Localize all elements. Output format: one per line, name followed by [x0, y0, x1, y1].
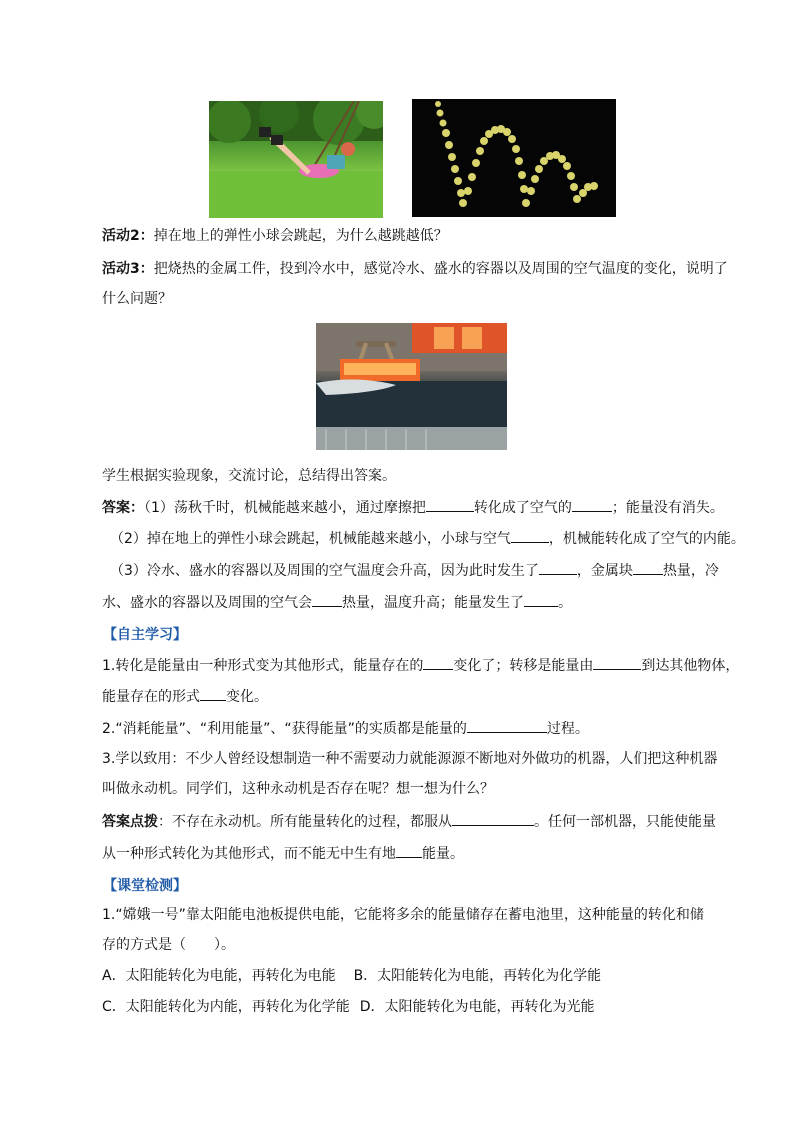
answer3-part3: 热量，冷: [662, 563, 719, 579]
q1-part5: 变化。: [226, 689, 268, 705]
answer3-part5: 热量，温度升高；能量发生了: [342, 595, 524, 611]
activity3-line1: [102, 259, 728, 279]
activity2-text: 掉在地上的弹性小球会跳起，为什么越跳越低？: [153, 228, 448, 244]
q3-line2-text: 叫做永动机。同学们，这种永动机是否存在呢？想一想为什么？: [102, 781, 494, 797]
answer2-part1: （2）掉在地上的弹性小球会跳起，机械能越来越小，小球与空气: [110, 531, 511, 547]
answer3-blank2[interactable]: [633, 560, 663, 575]
answer3-part6: 。: [558, 595, 572, 611]
activity3-line2: [102, 289, 172, 309]
q2-blank[interactable]: [467, 718, 547, 733]
answer1-blank1[interactable]: [426, 497, 474, 512]
option-a[interactable]: A．太阳能转化为电能，再转化为电能: [102, 968, 336, 984]
activity2-line: [102, 226, 448, 246]
tip-label: 答案点拨: [102, 814, 158, 830]
activity3-label: 活动3：: [102, 261, 154, 277]
answer2-blank[interactable]: [511, 528, 549, 543]
check-q1-line2: [102, 935, 235, 955]
answer3-blank1[interactable]: [539, 560, 577, 575]
answer3-blank3[interactable]: [312, 592, 342, 607]
options-row-2: [102, 997, 595, 1017]
self-study-q1-line2: [102, 686, 268, 707]
self-study-q3-line1: [102, 749, 717, 769]
tip-part1: ：不存在永动机。所有能量转化的过程，都服从: [158, 814, 452, 830]
answer1-line: [102, 497, 724, 518]
q1-blank3[interactable]: [200, 686, 226, 701]
option-c[interactable]: C．太阳能转化为内能，再转化为化学能: [102, 999, 350, 1015]
summary-text: 学生根据实验现象，交流讨论，总结得出答案。: [102, 468, 396, 484]
self-study-q3-line2: [102, 779, 494, 799]
self-study-q1-line1: [102, 655, 739, 676]
self-study-q2-line: [102, 718, 589, 739]
self-study-heading: 【自主学习】: [103, 627, 187, 643]
q1-part2: 变化了；转移是能量由: [453, 658, 594, 674]
answer3-blank4[interactable]: [524, 592, 558, 607]
option-d[interactable]: D．太阳能转化为电能，再转化为光能: [359, 999, 595, 1015]
answer1-part2: 转化成了空气的: [473, 500, 572, 516]
q1-part4: 能量存在的形式: [102, 689, 200, 705]
tip-blank2[interactable]: [396, 843, 422, 858]
answer1-part3: ；能量没有消失。: [611, 500, 724, 516]
q1-part3: 到达其他物体，: [641, 658, 740, 674]
answer3-part4: 水、盛水的容器以及周围的空气会: [102, 595, 312, 611]
activity3-text1: 把烧热的金属工件，投到冷水中，感觉冷水、盛水的容器以及周围的空气温度的变化，说明了: [153, 261, 728, 277]
answer2-part2: ，机械能转化成了空气的内能。: [548, 531, 745, 547]
answer1-blank2[interactable]: [572, 497, 612, 512]
answer-label: 答案：: [102, 500, 144, 516]
tip-part3: 从一种形式转化为其他形式，而不能无中生有地: [102, 846, 396, 862]
q2-part1: 2.“消耗能量”、“利用能量”、“获得能量”的实质都是能量的: [102, 721, 467, 737]
tip-line2: [102, 843, 464, 864]
answer3-line2: [102, 592, 572, 613]
tip-part2: 。任何一部机器，只能使能量: [534, 814, 716, 830]
q1-part1: 1.转化是能量由一种形式变为其他形式，能量存在的: [102, 658, 424, 674]
activity2-label: 活动2：: [102, 228, 154, 244]
q2-part2: 过程。: [546, 721, 589, 737]
answer3-part1: （3）冷水、盛水的容器以及周围的空气温度会升高，因为此时发生了: [110, 563, 539, 579]
check-q1-line1: [102, 905, 704, 925]
quenching-photo: [316, 323, 507, 450]
tip-part4: 能量。: [422, 846, 464, 862]
answer1-part1: （1）荡秋千时，机械能越来越小，通过摩擦把: [144, 500, 426, 516]
answer3-part2: ，金属块: [576, 563, 633, 579]
summary-line: [102, 466, 396, 486]
check-q1-text1: 1.“嫦娥一号”靠太阳能电池板提供电能，它能将多余的能量储存在蓄电池里，这种能量的转化和储: [102, 907, 704, 923]
q1-blank2[interactable]: [593, 655, 641, 670]
activity3-text2: 什么问题？: [102, 291, 172, 307]
answer3-line1: [110, 560, 719, 581]
answer2-line: [110, 528, 745, 549]
q3-line1-text: 3.学以致用：不少人曾经设想制造一种不需要动力就能源源不断地对外做功的机器，人们把这种机器: [102, 751, 718, 767]
q1-blank1[interactable]: [423, 655, 453, 670]
tip-line1: [102, 811, 716, 832]
tip-blank1[interactable]: [452, 811, 534, 826]
option-b[interactable]: B．太阳能转化为电能，再转化为化学能: [353, 968, 602, 984]
bouncing-ball-photo: [412, 99, 616, 217]
swing-photo: [209, 101, 383, 218]
class-check-heading: 【课堂检测】: [103, 878, 187, 894]
options-row-1: [102, 966, 601, 986]
check-q1-text2: 存的方式是（ ）。: [102, 937, 235, 953]
